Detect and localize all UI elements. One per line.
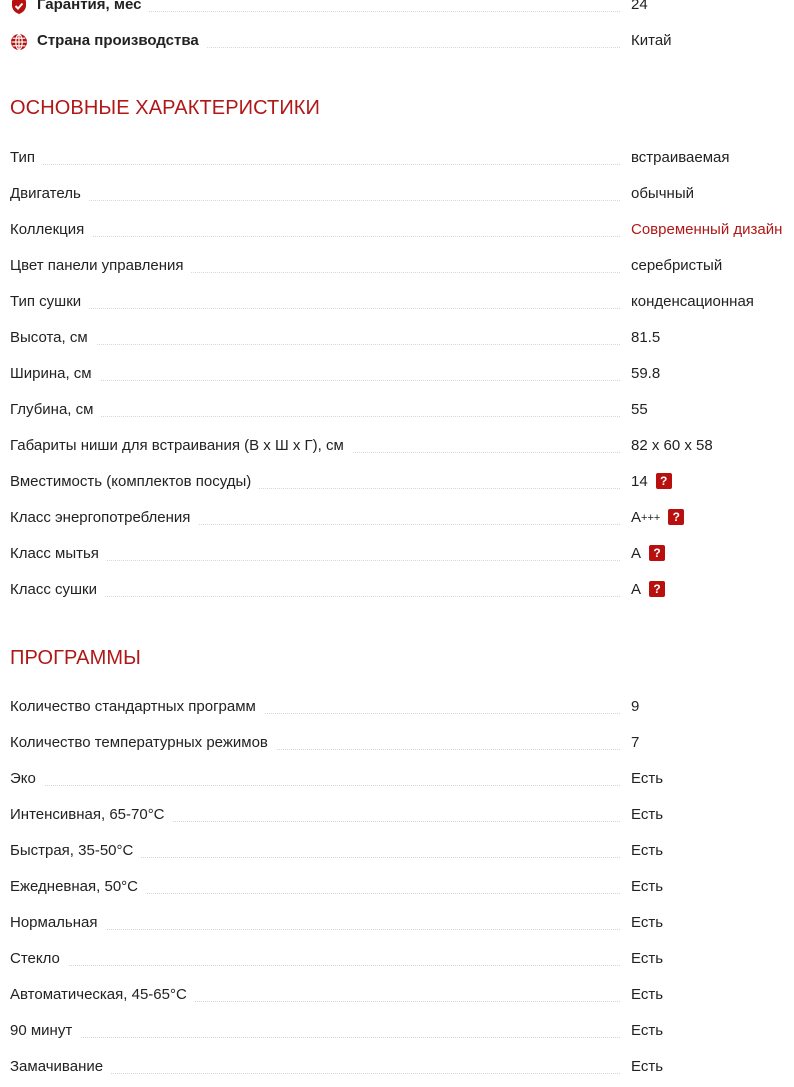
dotted-leader [10,380,620,381]
spec-value [631,293,754,310]
spec-value [631,1058,663,1075]
spec-label: Двигатель [10,185,89,202]
spec-value [631,842,663,859]
spec-row-country [10,31,794,53]
spec-value-text: Есть [631,1058,664,1075]
spec-value-text: Есть [631,878,664,895]
spec-row [10,400,794,422]
spec-value-text: 59.8 [631,365,661,382]
spec-value [631,257,722,274]
spec-value-text: обычный [631,185,694,202]
spec-row-warranty [10,0,794,17]
spec-label: Класс энергопотребления [10,509,198,526]
spec-row [10,580,794,602]
dotted-leader [10,1037,620,1038]
spec-value [631,734,639,751]
spec-label: Класс сушки [10,581,105,598]
spec-value-text: Есть [631,842,664,859]
spec-label: Цвет панели управления [10,257,191,274]
spec-value [631,950,663,967]
spec-value-text: Есть [631,914,664,931]
help-icon[interactable]: ? [649,581,665,597]
spec-value [631,914,663,931]
spec-label: 90 минут [10,1022,80,1039]
spec-value [631,401,648,418]
dotted-leader [10,785,620,786]
spec-label: Класс мытья [10,545,107,562]
spec-value-text: 14 [631,473,648,490]
spec-label: Страна производства [37,32,207,49]
spec-row [10,1021,794,1043]
dotted-leader [10,236,620,237]
spec-row [10,472,794,494]
spec-value [631,986,663,1003]
spec-value-text: A [631,509,642,526]
help-icon[interactable]: ? [656,473,672,489]
spec-label: Стекло [10,950,68,967]
shield-check-icon [10,0,28,15]
spec-label: Быстрая, 35-50°С [10,842,141,859]
spec-row [10,256,794,278]
spec-row [10,292,794,314]
globe-icon [10,33,28,51]
spec-value-text: серебристый [631,257,723,274]
spec-label: Ежедневная, 50°С [10,878,146,895]
spec-label: Вместимость (комплектов посуды) [10,473,259,490]
spec-value-text: встраиваемая [631,149,730,166]
spec-value [631,509,684,526]
spec-row [10,148,794,170]
spec-value-text: конденсационная [631,293,754,310]
spec-row [10,1057,794,1079]
spec-value: Китай [631,32,672,49]
section-title-main: ОСНОВНЫЕ ХАРАКТЕРИСТИКИ [10,97,321,119]
spec-value-link[interactable] [631,221,782,238]
spec-row [10,949,794,971]
spec-row [10,985,794,1007]
spec-value-text: A [631,581,642,598]
spec-value-text: Есть [631,986,664,1003]
spec-value [631,365,660,382]
spec-row [10,328,794,350]
spec-label: Коллекция [10,221,92,238]
spec-row [10,769,794,791]
spec-row [10,805,794,827]
spec-row [10,364,794,386]
spec-value [631,185,694,202]
spec-value [631,698,639,715]
energy-class-suffix: +++ [641,512,661,524]
spec-value-text: 7 [631,734,640,751]
spec-row [10,733,794,755]
spec-row [10,436,794,458]
spec-value-text: Есть [631,806,664,823]
spec-value [631,545,665,562]
spec-value [631,473,672,490]
spec-row [10,841,794,863]
spec-value [631,329,660,346]
spec-row [10,544,794,566]
spec-value-text: Современный дизайн [631,221,783,238]
help-icon[interactable]: ? [649,545,665,561]
spec-value [631,878,663,895]
spec-value-text: A [631,545,642,562]
help-icon[interactable]: ? [668,509,684,525]
spec-row [10,508,794,530]
spec-label: Высота, см [10,329,96,346]
spec-value: 24 [631,0,648,13]
dotted-leader [10,965,620,966]
dotted-leader [10,164,620,165]
spec-label: Количество стандартных программ [10,698,264,715]
spec-row [10,220,794,242]
spec-label: Нормальная [10,914,106,931]
spec-row [10,877,794,899]
dotted-leader [10,200,620,201]
spec-label: Замачивание [10,1058,111,1075]
spec-label: Интенсивная, 65-70°С [10,806,173,823]
spec-value [631,1022,663,1039]
spec-label: Габариты ниши для встраивания (В х Ш х Г), см [10,437,352,454]
spec-value-text: 9 [631,698,640,715]
spec-value-text: 55 [631,401,648,418]
spec-value [631,581,665,598]
spec-value [631,770,663,787]
spec-label: Ширина, см [10,365,100,382]
spec-label: Тип сушки [10,293,89,310]
spec-row [10,184,794,206]
dotted-leader [10,416,620,417]
spec-value [631,149,730,166]
section-title-programs: ПРОГРАММЫ [10,647,141,669]
spec-label: Автоматическая, 45-65°С [10,986,195,1003]
spec-label: Гарантия, мес [37,0,149,13]
spec-row [10,697,794,719]
spec-label: Глубина, см [10,401,101,418]
spec-value [631,806,663,823]
spec-value-text: Есть [631,770,664,787]
spec-label: Тип [10,149,43,166]
spec-value-text: 81.5 [631,329,661,346]
spec-label: Количество температурных режимов [10,734,276,751]
dotted-leader [10,344,620,345]
spec-value-text: Есть [631,1022,664,1039]
dotted-leader [10,308,620,309]
spec-label: Эко [10,770,44,787]
spec-row [10,913,794,935]
spec-value-text: Есть [631,950,664,967]
spec-value [631,437,713,454]
spec-value-text: 82 х 60 х 58 [631,437,713,454]
